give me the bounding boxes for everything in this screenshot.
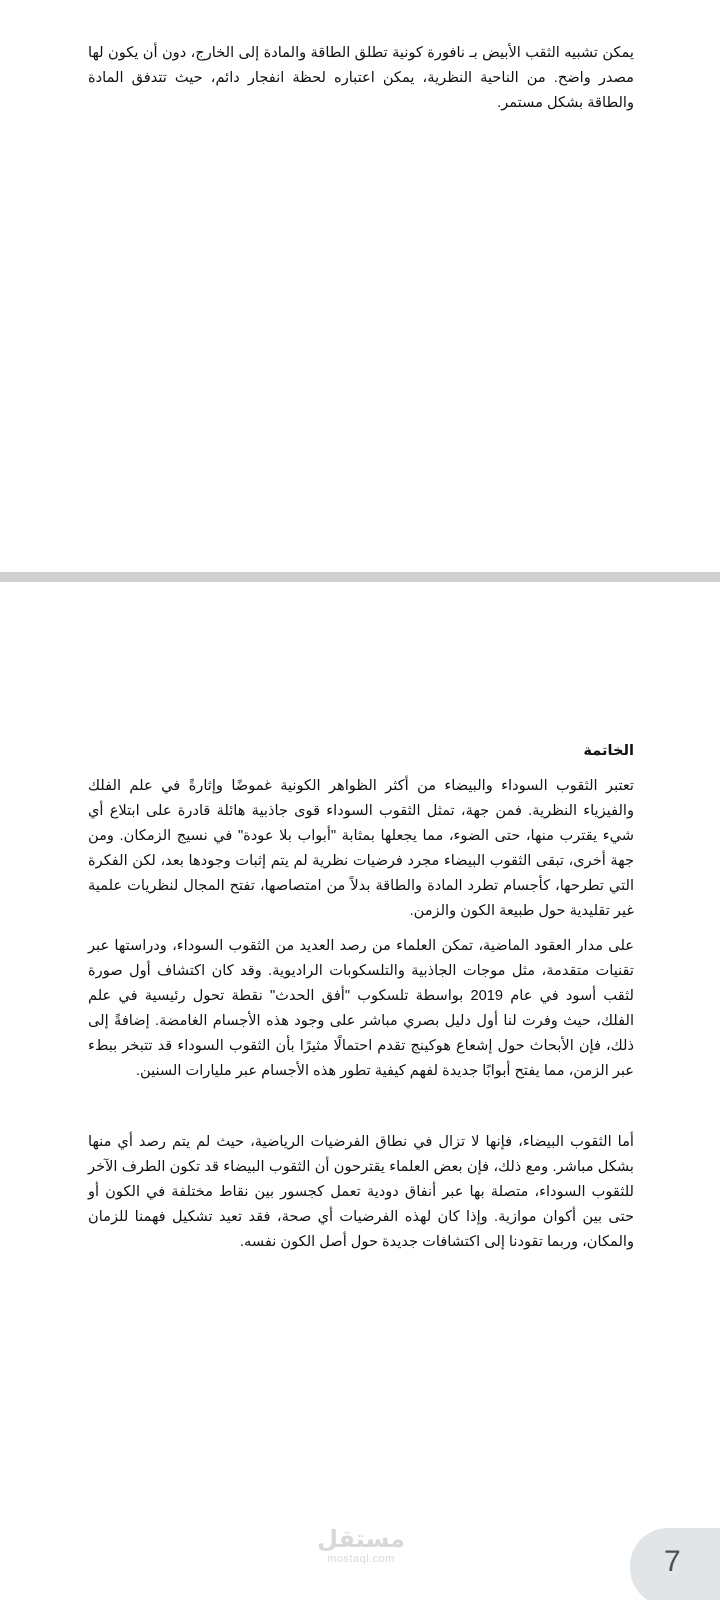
mostaql-watermark bbox=[316, 1527, 406, 1565]
watermark-url: mostaql.com bbox=[327, 1553, 395, 1565]
section-heading-conclusion: الخاتمة bbox=[583, 743, 634, 759]
paragraph-conclusion-1 bbox=[88, 774, 634, 924]
watermark-logo-text: مستقل bbox=[317, 1526, 405, 1553]
document-page-bottom bbox=[0, 582, 720, 1600]
page-number: 7 bbox=[664, 1545, 681, 1578]
paragraph-text: على مدار العقود الماضية، تمكن العلماء من رصد العديد من الثقوب السوداء، ودراستها عبر تقنيات متقدمة، مثل موجات الجاذبية والتلسكوبات الراديوية. وقد كان اكتشاف أول صورة لثقب أسود في عام 2019 بواسطة تلسكوب "أفق الحدث" نقطة تحول رئيسية في علم الفلك، حيث وفرت لنا أول دليل بصري مباشر على وجود هذه الأجسام الغامضة. إضافةً إلى ذلك، فإن الأبحاث حول إشعاع هوكينج تقدم احتمالًا مثيرًا بأن الثقوب السوداء قد تتبخر ببطء عبر الزمن، مما يفتح أبوابًا جديدة لفهم كيفية تطور هذه الأجسام عبر مليارات السنين. bbox=[88, 938, 634, 1079]
paragraph-text: يمكن تشبيه الثقب الأبيض بـ نافورة كونية تطلق الطاقة والمادة إلى الخارج، دون أن يكون لها مصدر واضح. من الناحية النظرية، يمكن اعتباره لحظة انفجار دائم، حيث تتدفق المادة والطاقة بشكل مستمر. bbox=[88, 45, 634, 111]
document-page-top bbox=[0, 0, 720, 572]
page-separator bbox=[0, 572, 720, 582]
paragraph-conclusion-2 bbox=[88, 934, 634, 1084]
paragraph-white-hole-fountain bbox=[88, 41, 634, 116]
paragraph-text: أما الثقوب البيضاء، فإنها لا تزال في نطاق الفرضيات الرياضية، حيث لم يتم رصد أي منها بشكل مباشر. ومع ذلك، فإن بعض العلماء يقترحون أن الثقوب البيضاء قد تكون الطرف الآخر للثقوب السوداء، متصلة بها عبر أنفاق دودية تعمل كجسور بين نقاط مختلفة في الكون أو حتى بين أكوان موازية. وإذا كان لهذه الفرضيات أي صحة، فقد تعيد تشكيل فهمنا للزمان والمكان، وربما تقودنا إلى اكتشافات جديدة حول أصل الكون نفسه. bbox=[88, 1134, 634, 1250]
paragraph-text: تعتبر الثقوب السوداء والبيضاء من أكثر الظواهر الكونية غموضًا وإثارةً في علم الفلك والفيزياء النظرية. فمن جهة، تمثل الثقوب السوداء قوى جاذبية هائلة قادرة على ابتلاع أي شيء يقترب منها، حتى الضوء، مما يجعلها بمثابة "أبواب بلا عودة" في نسيج الزمكان. ومن جهة أخرى، تبقى الثقوب البيضاء مجرد فرضيات نظرية لم يتم إثبات وجودها بعد، لكن الفكرة التي تطرحها، كأجسام تطرد المادة والطاقة بدلاً من امتصاصها، تفتح المجال لنظريات علمية غير تقليدية حول طبيعة الكون والزمن. bbox=[88, 778, 634, 919]
paragraph-conclusion-3 bbox=[88, 1130, 634, 1255]
